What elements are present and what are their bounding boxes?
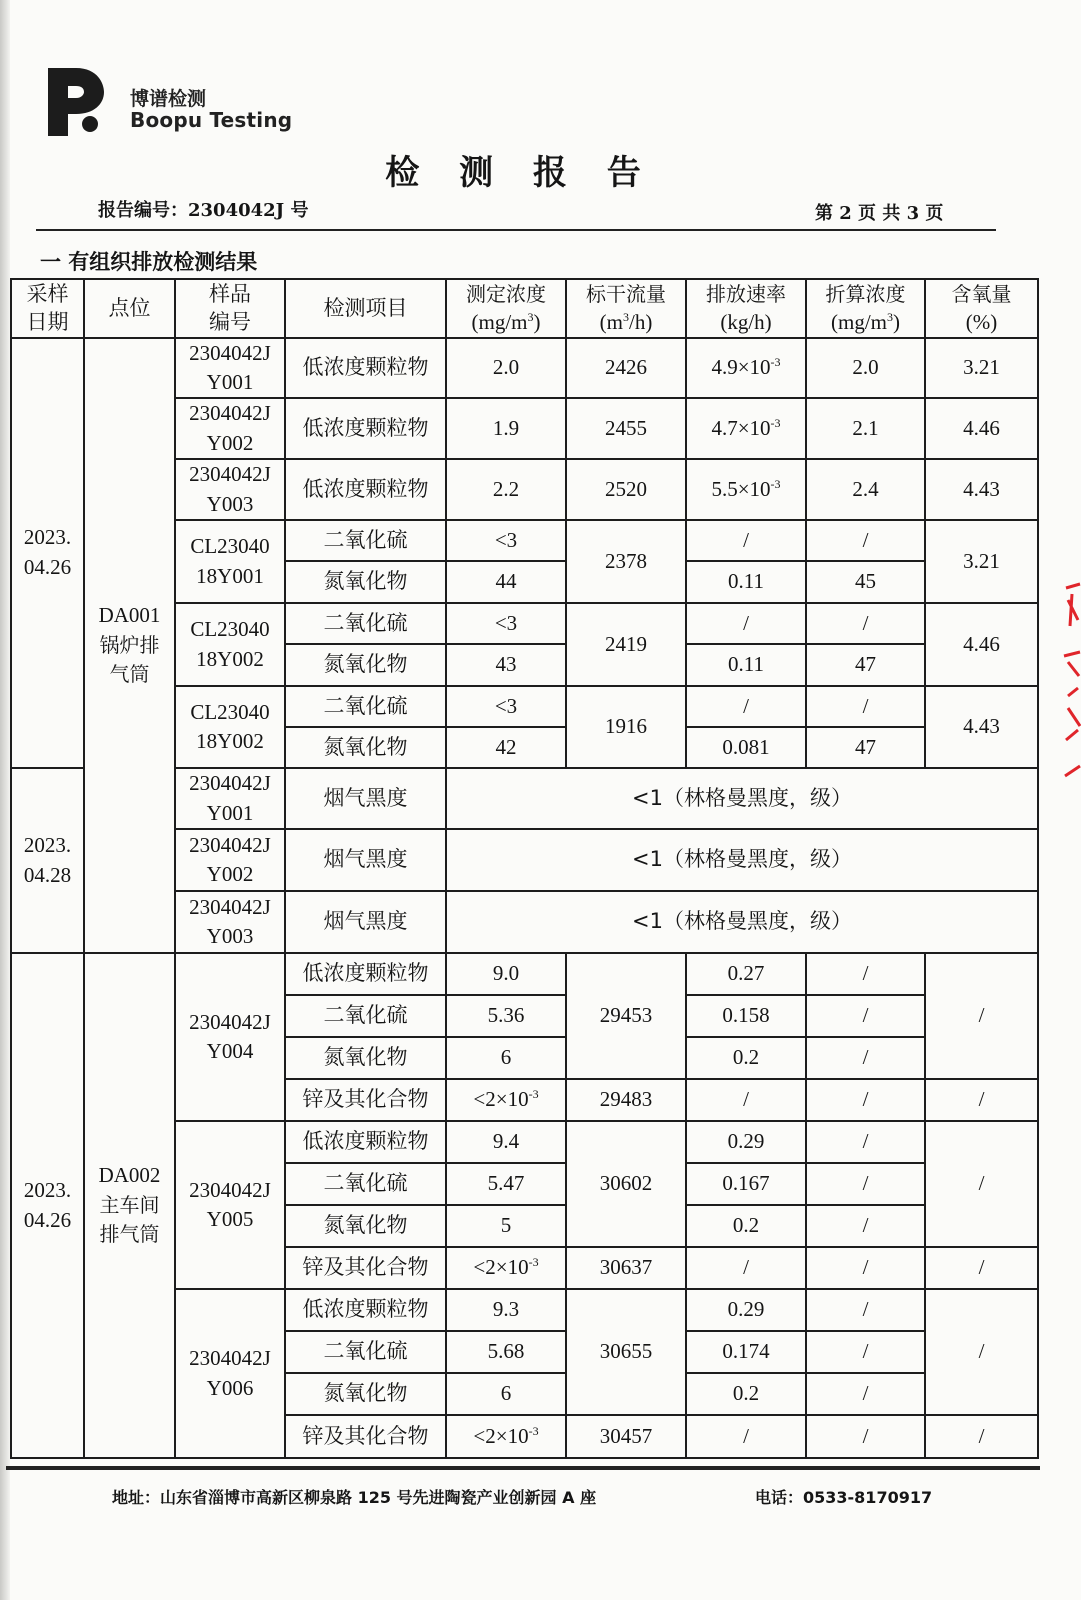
smoke-result-cell: <1（林格曼黑度，级）: [446, 829, 1038, 891]
value-cell: /: [925, 1415, 1038, 1458]
value-cell: 2.0: [806, 338, 925, 399]
test-item-cell: 锌及其化合物: [285, 1079, 446, 1121]
test-item-cell: 二氧化硫: [285, 1331, 446, 1373]
value-cell: 0.11: [686, 561, 806, 603]
header-test-item: 检测项目: [285, 279, 446, 338]
value-cell: 30602: [566, 1121, 686, 1247]
value-cell: 4.46: [925, 603, 1038, 686]
sample-no-cell: 2304042J Y006: [175, 1289, 285, 1458]
test-item-cell: 二氧化硫: [285, 603, 446, 644]
test-item-cell: 烟气黑度: [285, 829, 446, 891]
value-cell: 47: [806, 644, 925, 686]
footer-divider: [6, 1466, 1040, 1470]
header-sampling-date: 采样 日期: [11, 279, 84, 338]
value-cell: 30637: [566, 1247, 686, 1289]
sample-no-cell: 2304042J Y001: [175, 768, 285, 829]
value-cell: /: [806, 1415, 925, 1458]
value-cell: 9.3: [446, 1289, 566, 1331]
sampling-date-cell: 2023. 04.28: [11, 768, 84, 953]
page-edge-shadow: [0, 0, 10, 1600]
test-item-cell: 低浓度颗粒物: [285, 338, 446, 399]
brand-name-en: Boopu Testing: [130, 108, 293, 132]
value-cell: /: [925, 953, 1038, 1079]
point-cell: DA001 锅炉排 气筒: [84, 338, 175, 953]
value-cell: 4.43: [925, 459, 1038, 520]
company-address: 地址：山东省淄博市高新区柳泉路 125 号先进陶瓷产业创新园 A 座: [112, 1488, 597, 1507]
value-cell: /: [686, 686, 806, 727]
header-flow: 标干流量 $(m^3/h)$: [566, 279, 686, 338]
sample-no-cell: 2304042J Y001: [175, 338, 285, 399]
value-cell: <3: [446, 603, 566, 644]
sample-no-cell: 2304042J Y003: [175, 459, 285, 520]
test-item-cell: 氮氧化物: [285, 644, 446, 686]
value-cell: $<2\times 10^{-3}$: [446, 1415, 566, 1458]
test-item-cell: 低浓度颗粒物: [285, 398, 446, 459]
value-cell: 45: [806, 561, 925, 603]
value-cell: /: [806, 1205, 925, 1247]
test-item-cell: 低浓度颗粒物: [285, 459, 446, 520]
value-cell: 5: [446, 1205, 566, 1247]
value-cell: 42: [446, 727, 566, 768]
sample-no-cell: CL23040 18Y001: [175, 520, 285, 603]
value-cell: 9.4: [446, 1121, 566, 1163]
point-cell: DA002 主车间 排气筒: [84, 953, 175, 1458]
header-oxygen: 含氧量 (%): [925, 279, 1038, 338]
report-number: 报告编号：2304042J 号: [98, 200, 309, 221]
value-cell: /: [806, 686, 925, 727]
test-item-cell: 氮氧化物: [285, 1205, 446, 1247]
value-cell: 2.2: [446, 459, 566, 520]
table-header-row: [11, 279, 1038, 338]
value-cell: 2520: [566, 459, 686, 520]
value-cell: 6: [446, 1373, 566, 1415]
test-item-cell: 低浓度颗粒物: [285, 1289, 446, 1331]
value-cell: 2.0: [446, 338, 566, 399]
value-cell: /: [806, 520, 925, 561]
value-cell: $4.7\times 10^{-3}$: [686, 398, 806, 459]
value-cell: /: [925, 1247, 1038, 1289]
value-cell: /: [686, 520, 806, 561]
value-cell: /: [925, 1121, 1038, 1247]
value-cell: /: [925, 1079, 1038, 1121]
value-cell: 2455: [566, 398, 686, 459]
value-cell: 0.29: [686, 1289, 806, 1331]
value-cell: 44: [446, 561, 566, 603]
boopu-logo-icon: [46, 66, 106, 138]
test-item-cell: 烟气黑度: [285, 768, 446, 829]
value-cell: /: [806, 1121, 925, 1163]
header-divider: [36, 229, 996, 231]
value-cell: 6: [446, 1037, 566, 1079]
value-cell: /: [806, 1247, 925, 1289]
table-row: [11, 338, 1038, 399]
value-cell: 4.46: [925, 398, 1038, 459]
value-cell: /: [925, 1289, 1038, 1415]
value-cell: 0.174: [686, 1331, 806, 1373]
value-cell: 43: [446, 644, 566, 686]
section-heading: 一 有组织排放检测结果: [40, 249, 258, 274]
test-item-cell: 氮氧化物: [285, 1373, 446, 1415]
value-cell: 2378: [566, 520, 686, 603]
value-cell: 2419: [566, 603, 686, 686]
value-cell: 2426: [566, 338, 686, 399]
value-cell: /: [806, 1163, 925, 1205]
test-item-cell: 二氧化硫: [285, 686, 446, 727]
value-cell: 0.27: [686, 953, 806, 995]
value-cell: <3: [446, 686, 566, 727]
value-cell: 30655: [566, 1289, 686, 1415]
value-cell: /: [806, 953, 925, 995]
value-cell: 4.43: [925, 686, 1038, 768]
value-cell: /: [686, 1079, 806, 1121]
value-cell: 47: [806, 727, 925, 768]
value-cell: /: [806, 995, 925, 1037]
value-cell: 3.21: [925, 338, 1038, 399]
sampling-date-cell: 2023. 04.26: [11, 953, 84, 1458]
value-cell: 0.158: [686, 995, 806, 1037]
value-cell: <3: [446, 520, 566, 561]
test-item-cell: 烟气黑度: [285, 891, 446, 953]
red-seal-fragment-icon: [1062, 580, 1081, 800]
table-row: [11, 953, 1038, 995]
test-item-cell: 二氧化硫: [285, 1163, 446, 1205]
value-cell: 0.11: [686, 644, 806, 686]
sample-no-cell: 2304042J Y002: [175, 829, 285, 891]
smoke-result-cell: <1（林格曼黑度，级）: [446, 891, 1038, 953]
value-cell: /: [686, 603, 806, 644]
value-cell: 29453: [566, 953, 686, 1079]
sample-no-cell: 2304042J Y005: [175, 1121, 285, 1289]
header-point: 点位: [84, 279, 175, 338]
value-cell: /: [806, 1289, 925, 1331]
header-emission-rate: 排放速率 (kg/h): [686, 279, 806, 338]
value-cell: 0.167: [686, 1163, 806, 1205]
value-cell: /: [806, 1079, 925, 1121]
test-item-cell: 二氧化硫: [285, 995, 446, 1037]
value-cell: 29483: [566, 1079, 686, 1121]
sample-no-cell: 2304042J Y002: [175, 398, 285, 459]
value-cell: 0.29: [686, 1121, 806, 1163]
value-cell: 0.2: [686, 1205, 806, 1247]
sample-no-cell: 2304042J Y004: [175, 953, 285, 1121]
value-cell: 30457: [566, 1415, 686, 1458]
test-item-cell: 氮氧化物: [285, 561, 446, 603]
value-cell: $5.5\times 10^{-3}$: [686, 459, 806, 520]
value-cell: 5.36: [446, 995, 566, 1037]
test-item-cell: 氮氧化物: [285, 727, 446, 768]
smoke-result-cell: <1（林格曼黑度，级）: [446, 768, 1038, 829]
value-cell: 3.21: [925, 520, 1038, 603]
test-item-cell: 锌及其化合物: [285, 1247, 446, 1289]
value-cell: 9.0: [446, 953, 566, 995]
value-cell: 0.081: [686, 727, 806, 768]
value-cell: 5.47: [446, 1163, 566, 1205]
report-title: 检 测 报 告: [385, 153, 655, 193]
value-cell: /: [806, 603, 925, 644]
page-indicator: 第 2 页 共 3 页: [815, 203, 944, 224]
test-item-cell: 二氧化硫: [285, 520, 446, 561]
value-cell: $<2\times 10^{-3}$: [446, 1247, 566, 1289]
value-cell: 0.2: [686, 1037, 806, 1079]
value-cell: /: [806, 1037, 925, 1079]
value-cell: 2.1: [806, 398, 925, 459]
sampling-date-cell: 2023. 04.26: [11, 338, 84, 768]
header-sample-no: 样品 编号: [175, 279, 285, 338]
header-converted-conc: 折算浓度 $(mg/m^3)$: [806, 279, 925, 338]
value-cell: /: [686, 1415, 806, 1458]
sample-no-cell: 2304042J Y003: [175, 891, 285, 953]
sample-no-cell: CL23040 18Y002: [175, 686, 285, 768]
header-measured-conc: 测定浓度 $(mg/m^3)$: [446, 279, 566, 338]
test-item-cell: 氮氧化物: [285, 1037, 446, 1079]
value-cell: 1.9: [446, 398, 566, 459]
sample-no-cell: CL23040 18Y002: [175, 603, 285, 686]
value-cell: 2.4: [806, 459, 925, 520]
value-cell: 5.68: [446, 1331, 566, 1373]
value-cell: $<2\times 10^{-3}$: [446, 1079, 566, 1121]
test-item-cell: 低浓度颗粒物: [285, 953, 446, 995]
value-cell: $4.9\times 10^{-3}$: [686, 338, 806, 399]
value-cell: 1916: [566, 686, 686, 768]
value-cell: /: [686, 1247, 806, 1289]
value-cell: /: [806, 1373, 925, 1415]
test-item-cell: 锌及其化合物: [285, 1415, 446, 1458]
value-cell: /: [806, 1331, 925, 1373]
value-cell: 0.2: [686, 1373, 806, 1415]
test-item-cell: 低浓度颗粒物: [285, 1121, 446, 1163]
emission-results-table: [10, 278, 1039, 1459]
brand-name-cn: 博谱检测: [130, 88, 207, 110]
company-phone: 电话：0533-8170917: [755, 1488, 933, 1507]
